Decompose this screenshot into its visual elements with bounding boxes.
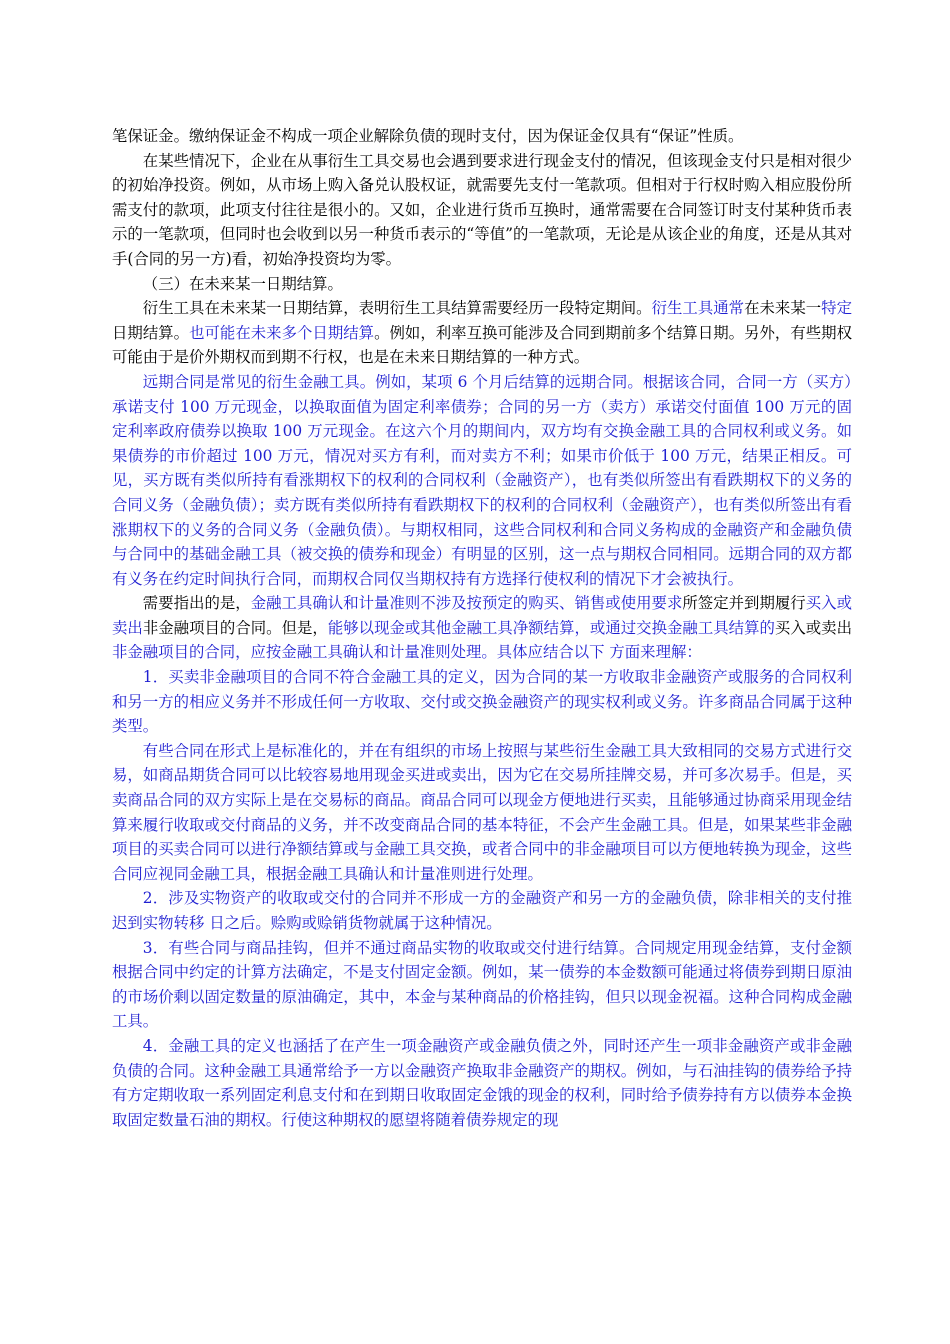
text-run: 买入或卖出 bbox=[774, 618, 852, 637]
paragraph bbox=[112, 296, 852, 370]
text-run: 在某些情况下，企业在从事衍生工具交易也会遇到要求进行现金支付的情况，但该现金支付只是相对很少的初始净投资。例如，从市场上购入备兑认股权证，就需要先支付一笔款项。但相对于行权时购入相应股份所需支付的款项，此项支付往往是很小的。又如，企业进行货币互换时，通常需要在合同签订时支付某种货币表示的一笔款项，但同时也会收到以另一种货币表示的“等值”的一笔款项，无论是从该企业的角度，还是从其对手(合同的另一方)看，初始净投资均为零。 bbox=[112, 151, 852, 268]
paragraph bbox=[112, 665, 852, 739]
text-run: 衍生工具在未来某一日期结算，表明衍生工具结算需要经历一段特定期间。 bbox=[142, 299, 652, 318]
paragraph bbox=[112, 370, 852, 591]
text-run: （三）在未来某一日期结算。 bbox=[142, 274, 343, 293]
text-run: 笔保证金。缴纳保证金不构成一项企业解除负债的现时支付，因为保证金仅具有“保证”性质。 bbox=[112, 127, 744, 145]
paragraph bbox=[112, 149, 852, 272]
text-run: 买入或卖出 bbox=[112, 594, 852, 637]
text-run: 。例如，利率互换可能涉及合同到期前多个结算日期。另外，有些期权可能由于是价外期权而到期不行权，也是在未来日期结算的一种方式。 bbox=[112, 323, 852, 367]
text-run: 1．买卖非金融项目的合同不符合金融工具的定义，因为合同的某一方收取非金融资产或服务的合同权利和另一方的相应义务并不形成任何一方收取、交付或交换金融资产的现实权利或义务。许多商品合同属于这种类型。 bbox=[112, 668, 852, 736]
text-run: 金融工具确认和计量准则不涉及按预定的购买、销售或使用要求 bbox=[250, 594, 683, 613]
paragraph bbox=[112, 886, 852, 935]
text-run: 远期合同是常见的衍生金融工具。例如，某项 6 个月后结算的远期合同。根据该合同，合同一方（买方）承诺支付 100 万元现金，以换取面值为固定利率债券；合同的另一方（卖方）承诺交付面值 100 万元的固定利率政府债券以换取 100 万元现金。在这六个月的期间内，双方均有交换金融工具的合同权利或义务。如果债券的市价超过 100 万元，情况对买方有利，而对卖方不利；如果市价低于 100 万元，结果正相反。可见，买方既有类似所持有看涨期权下的权利的合同权利（金融资产），也有类似所签出有看跌期权下的义务的合同义务（金融负债）；卖方既有类似所持有看跌期权下的权利的合同权利（金融资产），也有类似所签出有看涨期权下的义务的合同义务（金融负债）。与期权相同，这些合同权利和合同义务构成的金融资产和金融负债与合同中的基础金融工具（被交换的债券和现金）有明显的区别，这一点与期权合同相同。远期合同的双方都有义务在约定时间执行合同，而期权合同仅当期权持有方选择行使权利的情况下才会被执行。 bbox=[112, 372, 852, 588]
text-run: 在未来某一 bbox=[744, 299, 822, 318]
text-run: 所签定并到期履行 bbox=[682, 594, 806, 613]
text-run: 2．涉及实物资产的收取或交付的合同并不形成一方的金融资产和另一方的金融负债，除非相关的支付推迟到实物转移 日之后。赊购或赊销货物就属于这种情况。 bbox=[112, 889, 852, 932]
text-run: 非金融项目的合同，应按金融工具确认和计量准则处理。具体应结合以下 方面来理解： bbox=[112, 643, 702, 662]
text-run: 衍生工具通常 bbox=[651, 299, 745, 318]
paragraph bbox=[112, 591, 852, 665]
text-run: 日期结算。 bbox=[112, 323, 190, 342]
paragraph bbox=[112, 272, 852, 297]
paragraph bbox=[112, 124, 852, 149]
text-run: 能够以现金或其他金融工具净额结算，或通过交换金融工具结算的 bbox=[327, 618, 775, 637]
text-run: 有些合同在形式上是标准化的，并在有组织的市场上按照与某些衍生金融工具大致相同的交易方式进行交易，如商品期货合同可以比较容易地用现金买进或卖出，因为它在交易所挂牌交易，并可多次易手。但是，买卖商品合同的双方实际上是在交易标的商品。商品合同可以现金方便地进行买卖，且能够通过协商采用现金结算来履行收取或交付商品的义务，并不改变商品合同的基本特征，不会产生金融工具。但是，如果某些非金融项目的买卖合同可以进行净额结算或与金融工具交换，或者合同中的非金融项目可以方便地转换为现金，这些合同应视同金融工具，根据金融工具确认和计量准则进行处理。 bbox=[112, 741, 852, 883]
paragraph bbox=[112, 1034, 852, 1132]
text-run: 非金融项目的合同。但是， bbox=[142, 618, 328, 637]
document-page bbox=[112, 124, 852, 1132]
paragraph bbox=[112, 739, 852, 887]
text-run: 3．有些合同与商品挂钩，但并不通过商品实物的收取或交付进行结算。合同规定用现金结算，支付金额根据合同中约定的计算方法确定，不是支付固定金额。例如，某一债券的本金数额可能通过将债券到期日原油的市场价剩以固定数量的原油确定，其中，本金与某种商品的价格挂钩，但只以现金祝福。这种合同构成金融工具。 bbox=[112, 938, 852, 1031]
paragraph bbox=[112, 936, 852, 1034]
text-run: 也可能在未来多个日期结算 bbox=[189, 323, 375, 342]
text-run: 特定 bbox=[821, 299, 852, 318]
text-run: 4．金融工具的定义也涵括了在产生一项金融资产或金融负债之外，同时还产生一项非金融资产或非金融负债的合同。这种金融工具通常给予一方以金融资产换取非金融资产的期权。例如，与石油挂钩的债券给予持有方定期收取一系列固定利息支付和在到期日收取固定金饿的现金的权利，同时给予债券持有方以债券本金换取固定数量石油的期权。行使这种期权的愿望将随着债券规定的现 bbox=[112, 1036, 852, 1129]
text-run: 需要指出的是， bbox=[142, 594, 251, 613]
